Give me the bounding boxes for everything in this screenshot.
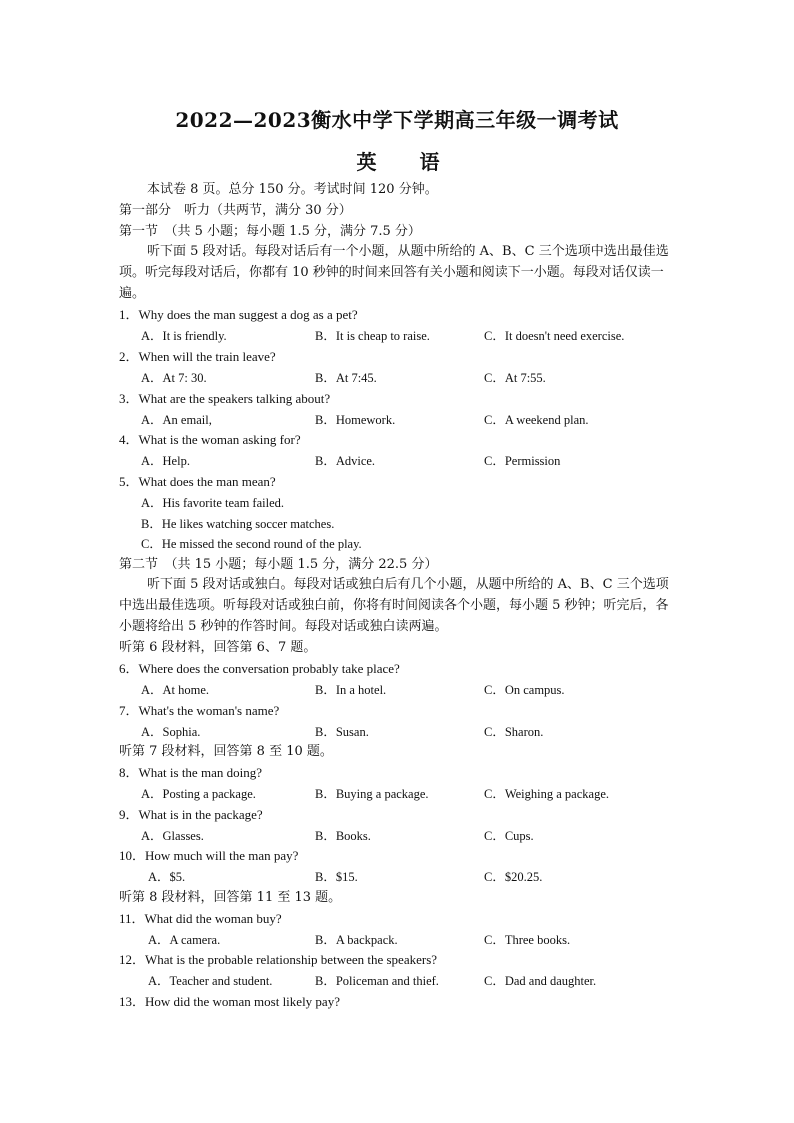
question-6-option-a: A．At home. — [141, 683, 210, 697]
question-4-option-c: C．Permission — [484, 454, 561, 468]
question-8-option-b: B．Buying a package. — [315, 787, 429, 801]
question-2-stem: 2．When will the train leave? — [119, 349, 276, 364]
question-12-option-b: B．Policeman and thief. — [315, 974, 439, 988]
question-9-option-b: B．Books. — [315, 829, 371, 843]
question-4-option-a: A．Help. — [141, 454, 190, 468]
question-10-option-b: B．$15. — [315, 870, 358, 884]
question-8-option-a: A．Posting a package. — [141, 787, 256, 801]
question-12-stem: 12．What is the probable relationship between the speakers? — [119, 952, 438, 967]
question-6-stem: 6．Where does the conversation probably take place? — [119, 661, 400, 676]
section-one-instructions — [119, 241, 679, 304]
exam-intro: 本试卷 8 页。总分 150 分。考试时间 120 分钟。 — [147, 182, 438, 197]
question-4-stem: 4．What is the woman asking for? — [119, 432, 301, 447]
question-1-stem: 1．Why does the man suggest a dog as a pet? — [119, 307, 358, 322]
question-2-option-a: A．At 7: 30. — [141, 371, 207, 385]
question-7-option-c: C．Sharon. — [484, 725, 544, 739]
question-6-option-b: B．In a hotel. — [315, 683, 387, 697]
question-12-option-c: C．Dad and daughter. — [484, 974, 597, 988]
question-12-option-a: A．Teacher and student. — [148, 974, 273, 988]
question-13-stem: 13．How did the woman most likely pay? — [119, 994, 340, 1009]
subject-title: 英 语 — [356, 150, 458, 174]
page-title: 2022—2023衡水中学下学期高三年级一调考试 — [175, 108, 619, 132]
section-two-heading: 第二节 （共 15 小题；每小题 1.5 分，满分 22.5 分） — [119, 557, 438, 572]
part-one-heading: 第一部分 听力（共两节，满分 30 分） — [119, 203, 352, 218]
question-1-option-c: C．It doesn't need exercise. — [484, 329, 625, 343]
question-5-option-b: B．He likes watching soccer matches. — [141, 517, 335, 531]
material-7-note: 听第 7 段材料，回答第 8 至 10 题。 — [119, 744, 333, 759]
question-8-option-c: C．Weighing a package. — [484, 787, 609, 801]
question-2-option-c: C．At 7:55. — [484, 371, 546, 385]
question-3-option-c: C．A weekend plan. — [484, 413, 589, 427]
question-7-stem: 7．What's the woman's name? — [119, 703, 280, 718]
question-11-option-b: B．A backpack. — [315, 933, 398, 947]
section-one-heading: 第一节 （共 5 小题；每小题 1.5 分，满分 7.5 分） — [119, 224, 421, 239]
question-3-option-a: A．An email, — [141, 413, 212, 427]
question-4-option-b: B．Advice. — [315, 454, 376, 468]
section-two-instructions-text: 听下面 5 段对话或独白。每段对话或独白后有几个小题，从题中所给的 A、B、C 三个选项中选出最佳选项。听每段对话或独白前，你将有时间阅读各个小题，每小题 5 秒钟；听完后，各小题将给出 5 秒钟的作答时间。每段对话或独白读两遍。 — [119, 577, 669, 634]
section-one-instructions-text: 听下面 5 段对话。每段对话后有一个小题，从题中所给的 A、B、C 三个选项中选出最佳选项。听完每段对话后，你都有 10 秒钟的时间来回答有关小题和阅读下一小题。每段对话仅读一遍。 — [119, 244, 669, 301]
question-11-stem: 11．What did the woman buy? — [119, 911, 282, 926]
material-8-note: 听第 8 段材料，回答第 11 至 13 题。 — [119, 890, 342, 905]
question-9-option-c: C．Cups. — [484, 829, 534, 843]
question-11-option-a: A．A camera. — [148, 933, 221, 947]
question-2-option-b: B．At 7:45. — [315, 371, 377, 385]
question-7-option-a: A．Sophia. — [141, 725, 201, 739]
question-3-option-b: B．Homework. — [315, 413, 396, 427]
question-8-stem: 8．What is the man doing? — [119, 765, 262, 780]
question-10-option-c: C．$20.25. — [484, 870, 543, 884]
question-5-option-a: A．His favorite team failed. — [141, 496, 285, 510]
question-7-option-b: B．Susan. — [315, 725, 369, 739]
question-5-stem: 5．What does the man mean? — [119, 474, 276, 489]
question-1-option-b: B．It is cheap to raise. — [315, 329, 430, 343]
material-6-note: 听第 6 段材料，回答第 6、7 题。 — [119, 640, 317, 655]
question-10-option-a: A．$5. — [148, 870, 186, 884]
question-9-option-a: A．Glasses. — [141, 829, 204, 843]
question-6-option-c: C．On campus. — [484, 683, 565, 697]
section-two-instructions — [119, 574, 679, 637]
question-9-stem: 9．What is in the package? — [119, 807, 263, 822]
question-5-option-c: C．He missed the second round of the play. — [141, 537, 362, 551]
question-1-option-a: A．It is friendly. — [141, 329, 227, 343]
question-3-stem: 3．What are the speakers talking about? — [119, 391, 331, 406]
question-11-option-c: C．Three books. — [484, 933, 571, 947]
question-10-stem: 10．How much will the man pay? — [119, 848, 299, 863]
